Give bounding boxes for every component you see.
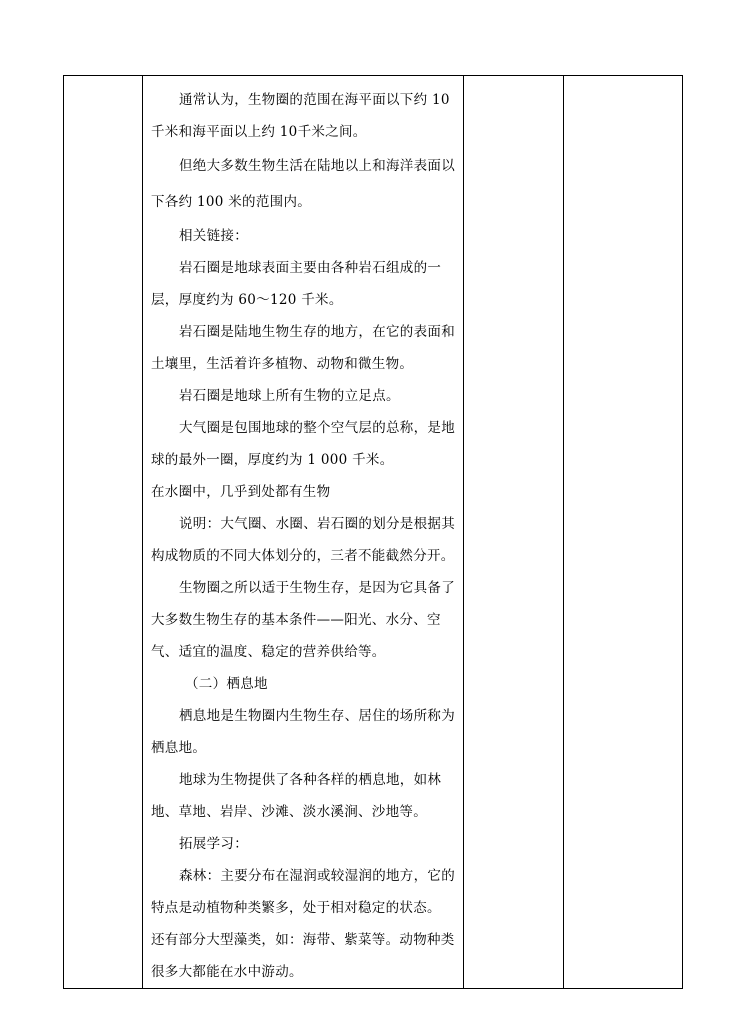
content-cell <box>143 76 464 989</box>
empty-cell <box>464 76 564 989</box>
paragraph: 通常认为，生物圈的范围在海平面以下约 10千米和海平面以上约 10千米之间。 <box>151 92 450 140</box>
paragraph: 在水圈中，几乎到处都有生物 <box>151 484 331 500</box>
left-column-cell <box>64 76 143 989</box>
lesson-table <box>63 75 683 989</box>
section-heading: （二）栖息地 <box>185 676 268 692</box>
paragraph: 相关链接： <box>179 228 248 244</box>
empty-cell <box>564 76 683 989</box>
paragraph: 地球为生物提供了各种各样的栖息地，如林地、草地、岩岸、沙滩、淡水溪涧、沙地等。 <box>151 772 442 820</box>
table-row <box>64 76 683 989</box>
paragraph: 但绝大多数生物生活在陆地以上和海洋表面以下各约 100 米的范围内。 <box>151 158 455 210</box>
paragraph: 岩石圈是地球上所有生物的立足点。 <box>179 388 400 404</box>
content-text <box>143 76 463 988</box>
paragraph: 栖息地是生物圈内生物生存、居住的场所称为栖息地。 <box>151 708 455 756</box>
paragraph: 说明：大气圈、水圈、岩石圈的划分是根据其构成物质的不同大体划分的，三者不能截然分开。 <box>151 516 455 564</box>
paragraph: 岩石圈是地球表面主要由各种岩石组成的一层，厚度约为 60～120 千米。 <box>151 260 442 308</box>
paragraph: 拓展学习： <box>179 836 248 852</box>
paragraph: 还有部分大型藻类，如：海带、紫菜等。动物种类很多大都能在水中游动。 <box>151 932 455 980</box>
paragraph: 岩石圈是陆地生物生存的地方，在它的表面和土壤里，生活着许多植物、动物和微生物。 <box>151 324 455 372</box>
paragraph: 森林：主要分布在湿润或较湿润的地方，它的特点是动植物种类繁多，处于相对稳定的状态。 <box>151 868 455 916</box>
paragraph: 生物圈之所以适于生物生存，是因为它具备了大多数生物生存的基本条件——阳光、水分、空气、适宜的温度、稳定的营养供给等。 <box>151 580 455 660</box>
paragraph: 大气圈是包围地球的整个空气层的总称，是地球的最外一圈，厚度约为 1 000 千米。 <box>151 420 455 468</box>
